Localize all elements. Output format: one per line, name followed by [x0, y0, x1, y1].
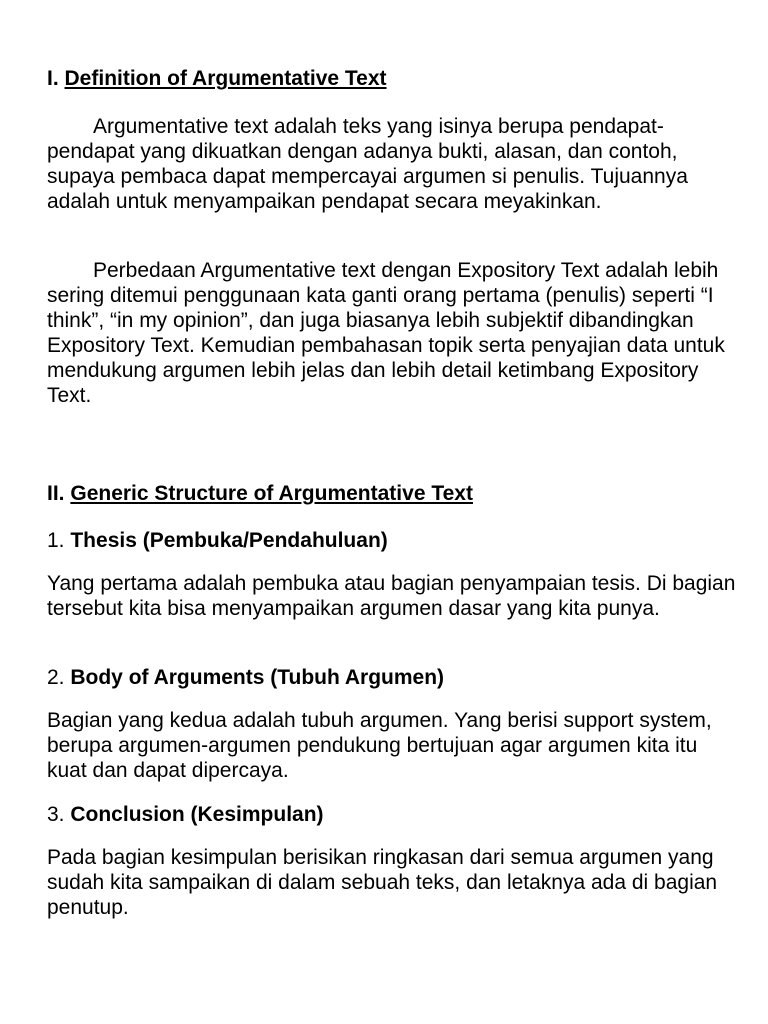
item-3-title: Conclusion (Kesimpulan)	[70, 803, 324, 826]
section-2-number: II.	[47, 482, 65, 505]
section-1-number: I.	[47, 67, 59, 90]
section-1-paragraph-1: Argumentative text adalah teks yang isinya berupa pendapat-pendapat yang dikuatkan dengan adanya bukti, alasan, dan contoh, supaya pembaca dapat mempercayai argumen si penulis. Tujuannya adalah untuk menyampaikan pendapat secara meyakinkan.	[47, 115, 688, 213]
item-2-title: Body of Arguments (Tubuh Argumen)	[70, 666, 445, 689]
item-3-number: 3.	[47, 803, 65, 826]
item-2-number: 2.	[47, 666, 65, 689]
item-3-heading	[47, 802, 324, 827]
section-1-paragraph-2: Perbedaan Argumentative text dengan Expository Text adalah lebih sering ditemui penggunaan kata ganti orang pertama (penulis) seperti “I think”, “in my opinion”, dan juga biasanya lebih subjektif dibandingkan Expository Text. Kemudian pembahasan topik serta penyajian data untuk mendukung argumen lebih jelas dan lebih detail ketimbang Expository Text.	[47, 259, 725, 407]
item-1-heading	[47, 528, 388, 553]
section-1-heading	[47, 66, 387, 91]
item-2-text: Bagian yang kedua adalah tubuh argumen. Yang berisi support system, berupa argumen-argumen pendukung bertujuan agar argumen kita itu kuat dan dapat dipercaya.	[47, 709, 712, 782]
section-1-title: Definition of Argumentative Text	[64, 67, 387, 90]
item-2-heading	[47, 665, 444, 690]
item-3-text: Pada bagian kesimpulan berisikan ringkasan dari semua argumen yang sudah kita sampaikan di dalam sebuah teks, dan letaknya ada di bagian penutup.	[47, 846, 718, 919]
item-1-title: Thesis (Pembuka/Pendahuluan)	[70, 529, 388, 552]
item-1-number: 1.	[47, 529, 65, 552]
section-2-title: Generic Structure of Argumentative Text	[70, 482, 473, 505]
item-1-text: Yang pertama adalah pembuka atau bagian penyampaian tesis. Di bagian tersebut kita bisa menyampaikan argumen dasar yang kita punya.	[47, 572, 736, 620]
section-2-heading	[47, 481, 473, 506]
